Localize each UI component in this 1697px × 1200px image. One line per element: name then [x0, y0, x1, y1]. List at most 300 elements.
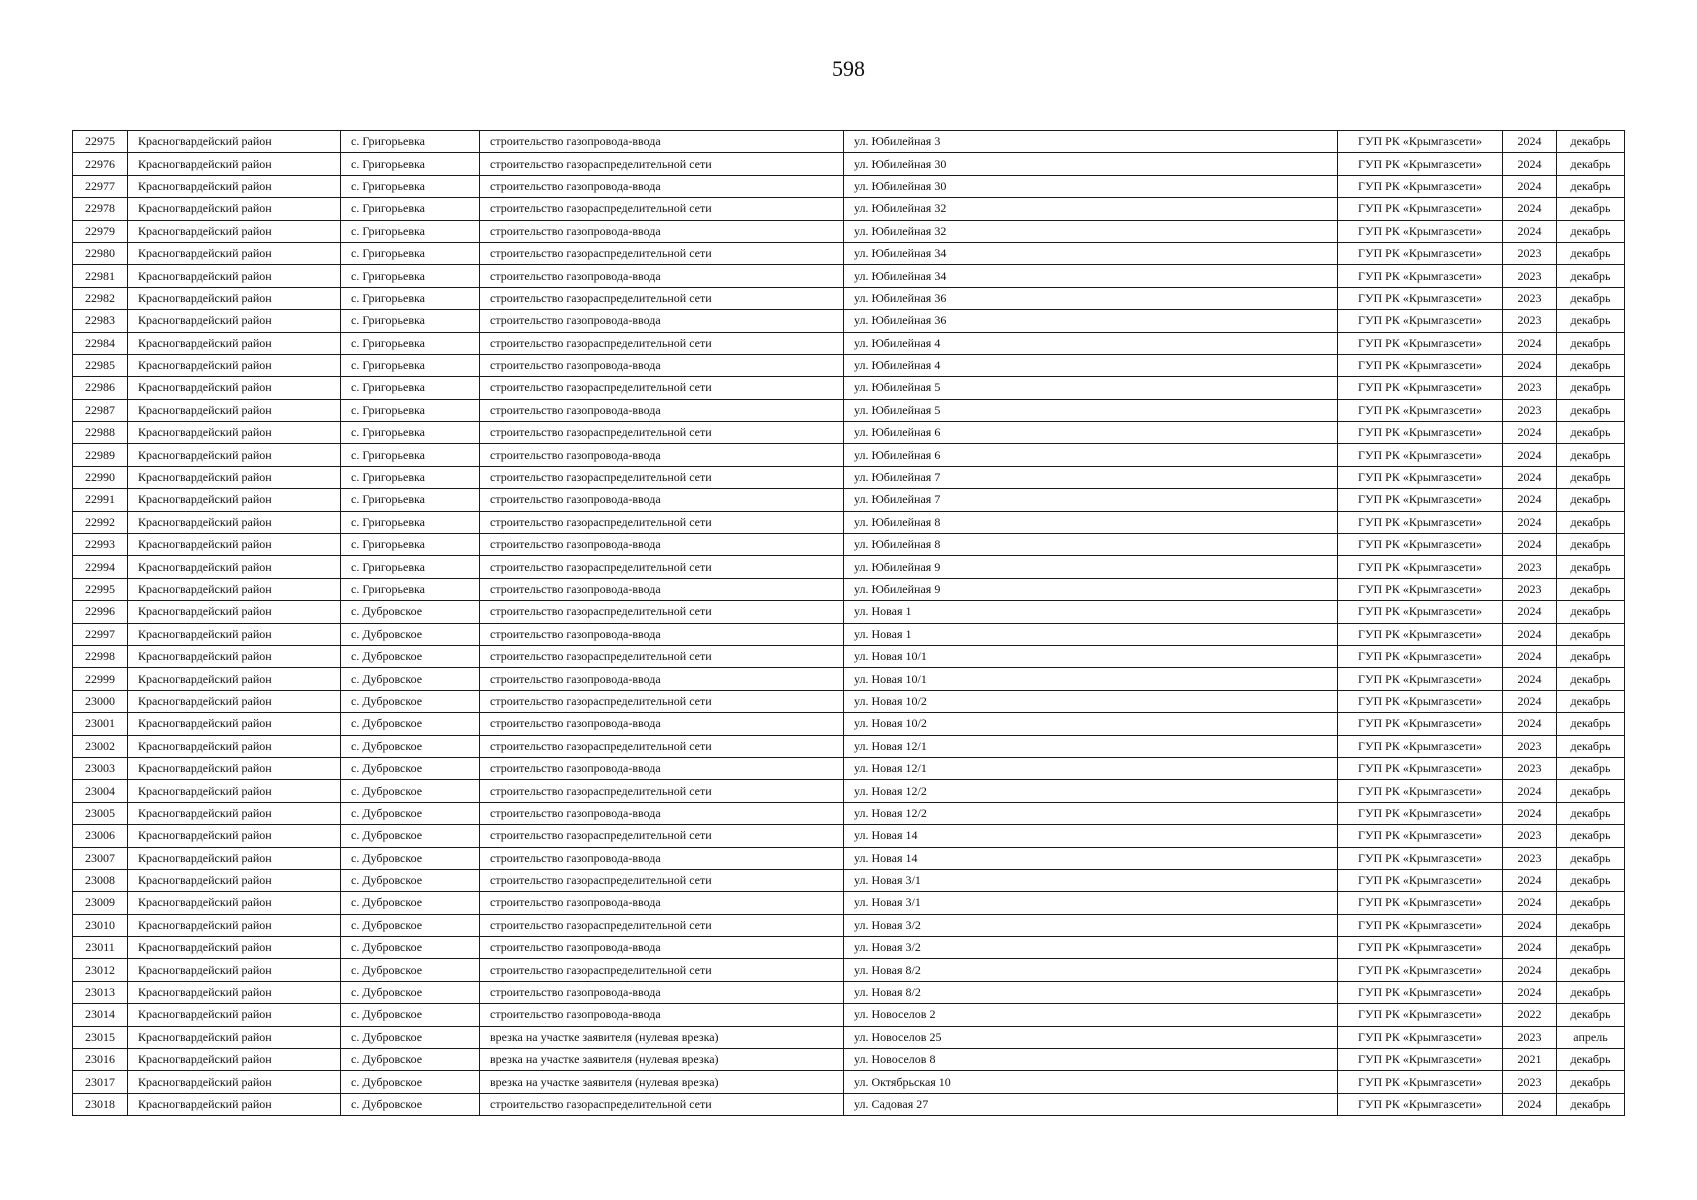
- settlement-cell: с. Григорьевка: [341, 354, 480, 376]
- row-number: 22978: [73, 198, 128, 220]
- district-cell: Красногвардейский район: [128, 802, 341, 824]
- year-cell: 2024: [1503, 153, 1557, 175]
- address-cell: ул. Юбилейная 7: [844, 489, 1338, 511]
- year-cell: 2024: [1503, 690, 1557, 712]
- table-row: [73, 399, 1625, 421]
- work-type-cell: строительство газораспределительной сети: [480, 645, 844, 667]
- address-cell: ул. Юбилейная 5: [844, 399, 1338, 421]
- table-row: [73, 825, 1625, 847]
- year-cell: 2024: [1503, 713, 1557, 735]
- address-cell: ул. Новая 8/2: [844, 959, 1338, 981]
- row-number: 23007: [73, 847, 128, 869]
- month-cell: декабрь: [1557, 399, 1625, 421]
- row-number: 22980: [73, 242, 128, 264]
- month-cell: декабрь: [1557, 825, 1625, 847]
- settlement-cell: с. Дубровское: [341, 1071, 480, 1093]
- district-cell: Красногвардейский район: [128, 242, 341, 264]
- gasification-register-table: [72, 130, 1625, 1116]
- address-cell: ул. Юбилейная 6: [844, 422, 1338, 444]
- district-cell: Красногвардейский район: [128, 422, 341, 444]
- row-number: 22992: [73, 511, 128, 533]
- month-cell: декабрь: [1557, 422, 1625, 444]
- row-number: 23014: [73, 1004, 128, 1026]
- table-row: [73, 287, 1625, 309]
- address-cell: ул. Садовая 27: [844, 1093, 1338, 1115]
- address-cell: ул. Юбилейная 9: [844, 556, 1338, 578]
- month-cell: декабрь: [1557, 242, 1625, 264]
- page-number: 598: [832, 56, 865, 81]
- district-cell: Красногвардейский район: [128, 847, 341, 869]
- address-cell: ул. Новая 3/2: [844, 937, 1338, 959]
- row-number: 22999: [73, 668, 128, 690]
- organization-cell: ГУП РК «Крымгазсети»: [1338, 310, 1503, 332]
- month-cell: декабрь: [1557, 623, 1625, 645]
- settlement-cell: с. Григорьевка: [341, 220, 480, 242]
- year-cell: 2023: [1503, 242, 1557, 264]
- organization-cell: ГУП РК «Крымгазсети»: [1338, 1093, 1503, 1115]
- organization-cell: ГУП РК «Крымгазсети»: [1338, 332, 1503, 354]
- organization-cell: ГУП РК «Крымгазсети»: [1338, 735, 1503, 757]
- work-type-cell: строительство газораспределительной сети: [480, 422, 844, 444]
- settlement-cell: с. Григорьевка: [341, 489, 480, 511]
- year-cell: 2024: [1503, 198, 1557, 220]
- settlement-cell: с. Григорьевка: [341, 242, 480, 264]
- row-number: 23006: [73, 825, 128, 847]
- work-type-cell: строительство газопровода-ввода: [480, 623, 844, 645]
- row-number: 22991: [73, 489, 128, 511]
- settlement-cell: с. Дубровское: [341, 601, 480, 623]
- month-cell: декабрь: [1557, 444, 1625, 466]
- work-type-cell: строительство газораспределительной сети: [480, 556, 844, 578]
- table-row: [73, 937, 1625, 959]
- organization-cell: ГУП РК «Крымгазсети»: [1338, 623, 1503, 645]
- settlement-cell: с. Григорьевка: [341, 153, 480, 175]
- year-cell: 2024: [1503, 511, 1557, 533]
- row-number: 22986: [73, 377, 128, 399]
- settlement-cell: с. Григорьевка: [341, 175, 480, 197]
- row-number: 23002: [73, 735, 128, 757]
- month-cell: декабрь: [1557, 131, 1625, 153]
- district-cell: Красногвардейский район: [128, 914, 341, 936]
- organization-cell: ГУП РК «Крымгазсети»: [1338, 534, 1503, 556]
- organization-cell: ГУП РК «Крымгазсети»: [1338, 713, 1503, 735]
- table-row: [73, 534, 1625, 556]
- year-cell: 2023: [1503, 1026, 1557, 1048]
- organization-cell: ГУП РК «Крымгазсети»: [1338, 466, 1503, 488]
- table-row: [73, 780, 1625, 802]
- work-type-cell: строительство газопровода-ввода: [480, 981, 844, 1003]
- work-type-cell: строительство газопровода-ввода: [480, 534, 844, 556]
- work-type-cell: строительство газопровода-ввода: [480, 310, 844, 332]
- work-type-cell: строительство газораспределительной сети: [480, 780, 844, 802]
- settlement-cell: с. Григорьевка: [341, 399, 480, 421]
- organization-cell: ГУП РК «Крымгазсети»: [1338, 825, 1503, 847]
- year-cell: 2023: [1503, 310, 1557, 332]
- year-cell: 2024: [1503, 892, 1557, 914]
- settlement-cell: с. Дубровское: [341, 825, 480, 847]
- address-cell: ул. Новая 12/2: [844, 780, 1338, 802]
- row-number: 23010: [73, 914, 128, 936]
- organization-cell: ГУП РК «Крымгазсети»: [1338, 399, 1503, 421]
- row-number: 22983: [73, 310, 128, 332]
- table-row: [73, 489, 1625, 511]
- row-number: 23000: [73, 690, 128, 712]
- address-cell: ул. Юбилейная 6: [844, 444, 1338, 466]
- organization-cell: ГУП РК «Крымгазсети»: [1338, 175, 1503, 197]
- month-cell: декабрь: [1557, 377, 1625, 399]
- work-type-cell: строительство газораспределительной сети: [480, 332, 844, 354]
- organization-cell: ГУП РК «Крымгазсети»: [1338, 869, 1503, 891]
- table-row: [73, 153, 1625, 175]
- work-type-cell: строительство газораспределительной сети: [480, 825, 844, 847]
- district-cell: Красногвардейский район: [128, 399, 341, 421]
- table-row: [73, 1004, 1625, 1026]
- table-row: [73, 377, 1625, 399]
- year-cell: 2023: [1503, 265, 1557, 287]
- district-cell: Красногвардейский район: [128, 265, 341, 287]
- year-cell: 2024: [1503, 175, 1557, 197]
- work-type-cell: строительство газопровода-ввода: [480, 757, 844, 779]
- month-cell: декабрь: [1557, 511, 1625, 533]
- address-cell: ул. Новая 14: [844, 847, 1338, 869]
- month-cell: декабрь: [1557, 466, 1625, 488]
- row-number: 22998: [73, 645, 128, 667]
- row-number: 23009: [73, 892, 128, 914]
- work-type-cell: строительство газораспределительной сети: [480, 735, 844, 757]
- table-row: [73, 265, 1625, 287]
- address-cell: ул. Новая 10/1: [844, 645, 1338, 667]
- address-cell: ул. Юбилейная 34: [844, 242, 1338, 264]
- month-cell: декабрь: [1557, 802, 1625, 824]
- address-cell: ул. Юбилейная 8: [844, 511, 1338, 533]
- address-cell: ул. Юбилейная 3: [844, 131, 1338, 153]
- settlement-cell: с. Дубровское: [341, 690, 480, 712]
- year-cell: 2024: [1503, 1093, 1557, 1115]
- district-cell: Красногвардейский район: [128, 825, 341, 847]
- year-cell: 2023: [1503, 287, 1557, 309]
- row-number: 23004: [73, 780, 128, 802]
- year-cell: 2023: [1503, 757, 1557, 779]
- settlement-cell: с. Дубровское: [341, 802, 480, 824]
- year-cell: 2023: [1503, 377, 1557, 399]
- district-cell: Красногвардейский район: [128, 668, 341, 690]
- year-cell: 2024: [1503, 623, 1557, 645]
- district-cell: Красногвардейский район: [128, 556, 341, 578]
- row-number: 22985: [73, 354, 128, 376]
- table-row: [73, 511, 1625, 533]
- month-cell: декабрь: [1557, 1071, 1625, 1093]
- row-number: 22993: [73, 534, 128, 556]
- work-type-cell: строительство газораспределительной сети: [480, 287, 844, 309]
- month-cell: декабрь: [1557, 489, 1625, 511]
- month-cell: декабрь: [1557, 780, 1625, 802]
- district-cell: Красногвардейский район: [128, 444, 341, 466]
- table-row: [73, 1049, 1625, 1071]
- organization-cell: ГУП РК «Крымгазсети»: [1338, 1026, 1503, 1048]
- table-row: [73, 690, 1625, 712]
- table-row: [73, 444, 1625, 466]
- settlement-cell: с. Дубровское: [341, 1004, 480, 1026]
- work-type-cell: строительство газораспределительной сети: [480, 153, 844, 175]
- month-cell: декабрь: [1557, 914, 1625, 936]
- table-row: [73, 757, 1625, 779]
- address-cell: ул. Новая 10/2: [844, 690, 1338, 712]
- row-number: 23017: [73, 1071, 128, 1093]
- row-number: 22976: [73, 153, 128, 175]
- table-row: [73, 668, 1625, 690]
- year-cell: 2024: [1503, 914, 1557, 936]
- year-cell: 2021: [1503, 1049, 1557, 1071]
- month-cell: декабрь: [1557, 713, 1625, 735]
- organization-cell: ГУП РК «Крымгазсети»: [1338, 511, 1503, 533]
- settlement-cell: с. Григорьевка: [341, 444, 480, 466]
- work-type-cell: врезка на участке заявителя (нулевая врезка): [480, 1071, 844, 1093]
- settlement-cell: с. Григорьевка: [341, 131, 480, 153]
- settlement-cell: с. Дубровское: [341, 892, 480, 914]
- settlement-cell: с. Дубровское: [341, 981, 480, 1003]
- row-number: 23003: [73, 757, 128, 779]
- year-cell: 2023: [1503, 556, 1557, 578]
- address-cell: ул. Новая 3/1: [844, 892, 1338, 914]
- month-cell: декабрь: [1557, 892, 1625, 914]
- work-type-cell: строительство газораспределительной сети: [480, 914, 844, 936]
- work-type-cell: строительство газопровода-ввода: [480, 489, 844, 511]
- month-cell: декабрь: [1557, 354, 1625, 376]
- settlement-cell: с. Григорьевка: [341, 511, 480, 533]
- address-cell: ул. Юбилейная 36: [844, 287, 1338, 309]
- work-type-cell: строительство газопровода-ввода: [480, 802, 844, 824]
- address-cell: ул. Новоселов 8: [844, 1049, 1338, 1071]
- settlement-cell: с. Дубровское: [341, 735, 480, 757]
- month-cell: декабрь: [1557, 265, 1625, 287]
- year-cell: 2023: [1503, 825, 1557, 847]
- district-cell: Красногвардейский район: [128, 713, 341, 735]
- table-row: [73, 332, 1625, 354]
- organization-cell: ГУП РК «Крымгазсети»: [1338, 847, 1503, 869]
- district-cell: Красногвардейский район: [128, 601, 341, 623]
- month-cell: декабрь: [1557, 690, 1625, 712]
- table-row: [73, 601, 1625, 623]
- work-type-cell: строительство газопровода-ввода: [480, 265, 844, 287]
- address-cell: ул. Новая 12/1: [844, 735, 1338, 757]
- settlement-cell: с. Григорьевка: [341, 377, 480, 399]
- district-cell: Красногвардейский район: [128, 892, 341, 914]
- district-cell: Красногвардейский район: [128, 175, 341, 197]
- district-cell: Красногвардейский район: [128, 757, 341, 779]
- work-type-cell: врезка на участке заявителя (нулевая врезка): [480, 1026, 844, 1048]
- month-cell: декабрь: [1557, 847, 1625, 869]
- month-cell: декабрь: [1557, 668, 1625, 690]
- year-cell: 2024: [1503, 489, 1557, 511]
- district-cell: Красногвардейский район: [128, 377, 341, 399]
- row-number: 22982: [73, 287, 128, 309]
- table-row: [73, 869, 1625, 891]
- row-number: 23016: [73, 1049, 128, 1071]
- work-type-cell: строительство газораспределительной сети: [480, 511, 844, 533]
- year-cell: 2024: [1503, 422, 1557, 444]
- work-type-cell: врезка на участке заявителя (нулевая врезка): [480, 1049, 844, 1071]
- district-cell: Красногвардейский район: [128, 981, 341, 1003]
- month-cell: декабрь: [1557, 198, 1625, 220]
- settlement-cell: с. Дубровское: [341, 780, 480, 802]
- table-row: [73, 131, 1625, 153]
- table-row: [73, 556, 1625, 578]
- work-type-cell: строительство газораспределительной сети: [480, 869, 844, 891]
- row-number: 23015: [73, 1026, 128, 1048]
- row-number: 22995: [73, 578, 128, 600]
- month-cell: декабрь: [1557, 556, 1625, 578]
- address-cell: ул. Юбилейная 5: [844, 377, 1338, 399]
- organization-cell: ГУП РК «Крымгазсети»: [1338, 198, 1503, 220]
- work-type-cell: строительство газораспределительной сети: [480, 377, 844, 399]
- work-type-cell: строительство газопровода-ввода: [480, 220, 844, 242]
- address-cell: ул. Новая 10/1: [844, 668, 1338, 690]
- organization-cell: ГУП РК «Крымгазсети»: [1338, 1004, 1503, 1026]
- work-type-cell: строительство газораспределительной сети: [480, 959, 844, 981]
- settlement-cell: с. Григорьевка: [341, 287, 480, 309]
- organization-cell: ГУП РК «Крымгазсети»: [1338, 265, 1503, 287]
- district-cell: Красногвардейский район: [128, 959, 341, 981]
- month-cell: декабрь: [1557, 959, 1625, 981]
- month-cell: декабрь: [1557, 757, 1625, 779]
- year-cell: 2023: [1503, 847, 1557, 869]
- organization-cell: ГУП РК «Крымгазсети»: [1338, 668, 1503, 690]
- address-cell: ул. Юбилейная 30: [844, 153, 1338, 175]
- year-cell: 2024: [1503, 959, 1557, 981]
- address-cell: ул. Новая 12/2: [844, 802, 1338, 824]
- address-cell: ул. Юбилейная 30: [844, 175, 1338, 197]
- table-row: [73, 175, 1625, 197]
- table-row: [73, 735, 1625, 757]
- year-cell: 2023: [1503, 399, 1557, 421]
- month-cell: декабрь: [1557, 869, 1625, 891]
- district-cell: Красногвардейский район: [128, 153, 341, 175]
- table-row: [73, 914, 1625, 936]
- work-type-cell: строительство газораспределительной сети: [480, 198, 844, 220]
- settlement-cell: с. Дубровское: [341, 623, 480, 645]
- row-number: 23012: [73, 959, 128, 981]
- address-cell: ул. Юбилейная 7: [844, 466, 1338, 488]
- table-row: [73, 198, 1625, 220]
- settlement-cell: с. Григорьевка: [341, 556, 480, 578]
- organization-cell: ГУП РК «Крымгазсети»: [1338, 892, 1503, 914]
- row-number: 22987: [73, 399, 128, 421]
- district-cell: Красногвардейский район: [128, 131, 341, 153]
- organization-cell: ГУП РК «Крымгазсети»: [1338, 220, 1503, 242]
- year-cell: 2023: [1503, 578, 1557, 600]
- row-number: 23018: [73, 1093, 128, 1115]
- organization-cell: ГУП РК «Крымгазсети»: [1338, 959, 1503, 981]
- address-cell: ул. Новая 3/1: [844, 869, 1338, 891]
- table-row: [73, 802, 1625, 824]
- month-cell: декабрь: [1557, 735, 1625, 757]
- district-cell: Красногвардейский район: [128, 198, 341, 220]
- table-row: [73, 242, 1625, 264]
- organization-cell: ГУП РК «Крымгазсети»: [1338, 354, 1503, 376]
- table-row: [73, 422, 1625, 444]
- register-body: [73, 131, 1625, 1116]
- table-row: [73, 981, 1625, 1003]
- table-row: [73, 623, 1625, 645]
- organization-cell: ГУП РК «Крымгазсети»: [1338, 422, 1503, 444]
- work-type-cell: строительство газопровода-ввода: [480, 578, 844, 600]
- year-cell: 2024: [1503, 534, 1557, 556]
- district-cell: Красногвардейский район: [128, 690, 341, 712]
- year-cell: 2024: [1503, 220, 1557, 242]
- row-number: 22977: [73, 175, 128, 197]
- settlement-cell: с. Дубровское: [341, 1026, 480, 1048]
- table-row: [73, 466, 1625, 488]
- district-cell: Красногвардейский район: [128, 489, 341, 511]
- settlement-cell: с. Григорьевка: [341, 310, 480, 332]
- settlement-cell: с. Григорьевка: [341, 198, 480, 220]
- organization-cell: ГУП РК «Крымгазсети»: [1338, 578, 1503, 600]
- table-row: [73, 847, 1625, 869]
- settlement-cell: с. Дубровское: [341, 1049, 480, 1071]
- year-cell: 2024: [1503, 937, 1557, 959]
- settlement-cell: с. Дубровское: [341, 713, 480, 735]
- district-cell: Красногвардейский район: [128, 287, 341, 309]
- month-cell: апрель: [1557, 1026, 1625, 1048]
- settlement-cell: с. Дубровское: [341, 847, 480, 869]
- month-cell: декабрь: [1557, 1093, 1625, 1115]
- table-row: [73, 1093, 1625, 1115]
- district-cell: Красногвардейский район: [128, 869, 341, 891]
- year-cell: 2024: [1503, 444, 1557, 466]
- year-cell: 2024: [1503, 645, 1557, 667]
- address-cell: ул. Октябрьская 10: [844, 1071, 1338, 1093]
- month-cell: декабрь: [1557, 937, 1625, 959]
- address-cell: ул. Новоселов 25: [844, 1026, 1338, 1048]
- year-cell: 2024: [1503, 601, 1557, 623]
- row-number: 22984: [73, 332, 128, 354]
- row-number: 22994: [73, 556, 128, 578]
- district-cell: Красногвардейский район: [128, 735, 341, 757]
- month-cell: декабрь: [1557, 332, 1625, 354]
- organization-cell: ГУП РК «Крымгазсети»: [1338, 1071, 1503, 1093]
- address-cell: ул. Юбилейная 32: [844, 198, 1338, 220]
- row-number: 23001: [73, 713, 128, 735]
- table-row: [73, 310, 1625, 332]
- settlement-cell: с. Дубровское: [341, 869, 480, 891]
- organization-cell: ГУП РК «Крымгазсети»: [1338, 1049, 1503, 1071]
- work-type-cell: строительство газопровода-ввода: [480, 131, 844, 153]
- district-cell: Красногвардейский район: [128, 1093, 341, 1115]
- month-cell: декабрь: [1557, 1049, 1625, 1071]
- address-cell: ул. Юбилейная 9: [844, 578, 1338, 600]
- year-cell: 2024: [1503, 981, 1557, 1003]
- organization-cell: ГУП РК «Крымгазсети»: [1338, 601, 1503, 623]
- organization-cell: ГУП РК «Крымгазсети»: [1338, 556, 1503, 578]
- work-type-cell: строительство газопровода-ввода: [480, 354, 844, 376]
- month-cell: декабрь: [1557, 220, 1625, 242]
- address-cell: ул. Новая 1: [844, 623, 1338, 645]
- settlement-cell: с. Дубровское: [341, 959, 480, 981]
- settlement-cell: с. Дубровское: [341, 937, 480, 959]
- organization-cell: ГУП РК «Крымгазсети»: [1338, 757, 1503, 779]
- year-cell: 2023: [1503, 1071, 1557, 1093]
- organization-cell: ГУП РК «Крымгазсети»: [1338, 937, 1503, 959]
- row-number: 22989: [73, 444, 128, 466]
- table-row: [73, 645, 1625, 667]
- district-cell: Красногвардейский район: [128, 780, 341, 802]
- address-cell: ул. Новая 14: [844, 825, 1338, 847]
- address-cell: ул. Новая 10/2: [844, 713, 1338, 735]
- district-cell: Красногвардейский район: [128, 578, 341, 600]
- work-type-cell: строительство газораспределительной сети: [480, 601, 844, 623]
- month-cell: декабрь: [1557, 601, 1625, 623]
- work-type-cell: строительство газопровода-ввода: [480, 444, 844, 466]
